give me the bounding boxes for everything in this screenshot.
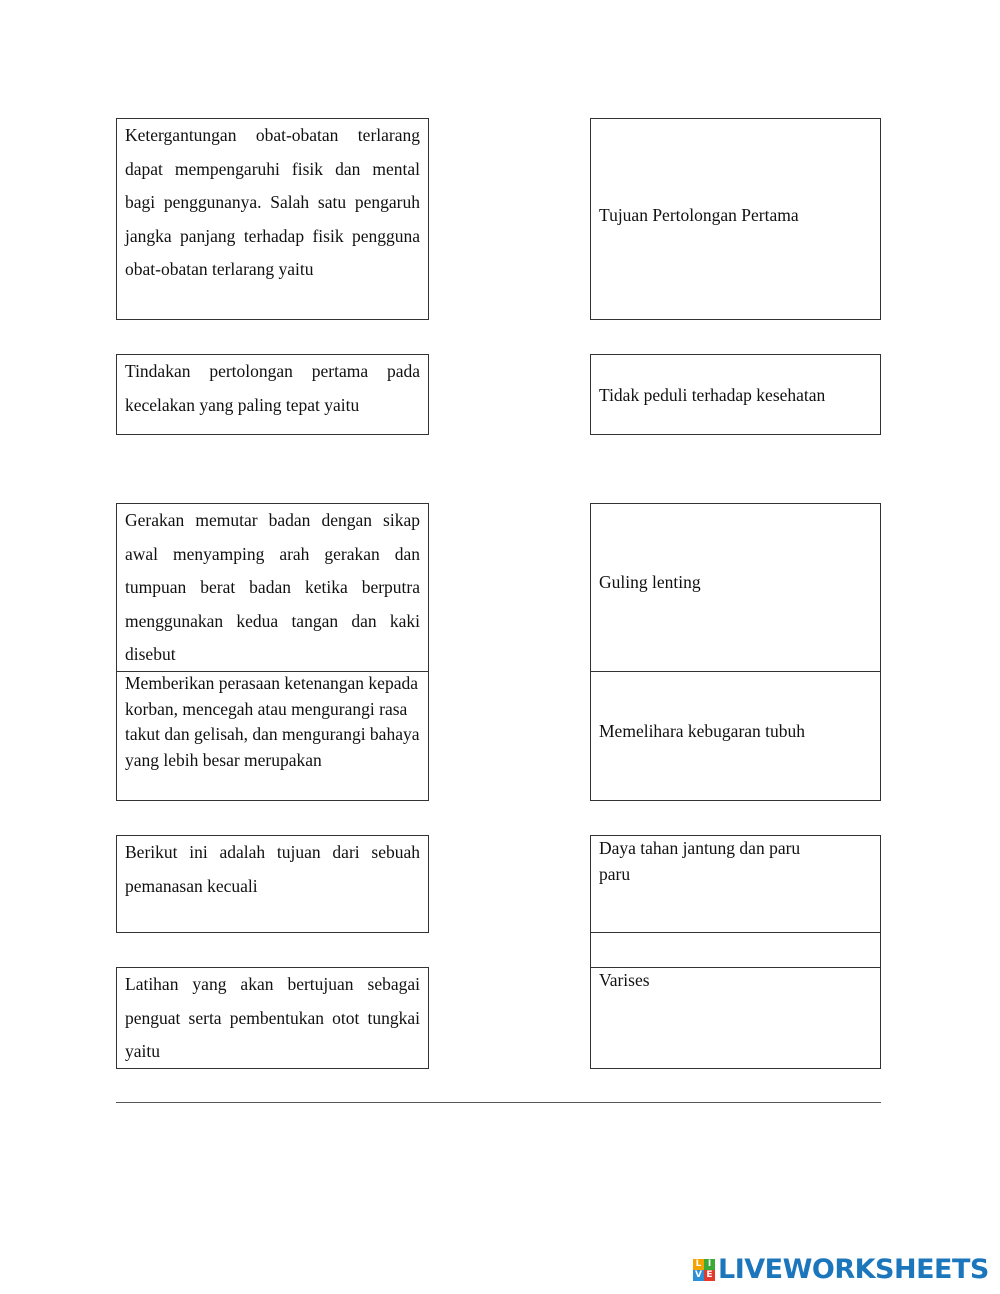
answer-text: Daya tahan jantung dan paru paru [599,838,801,884]
answer-box-3[interactable] [590,503,881,672]
question-box-2 [116,354,429,435]
question-text: Tindakan pertolongan pertama pada kecelakan yang paling tepat yaitu [125,361,420,415]
answer-box-1[interactable] [590,118,881,320]
answer-text: Tidak peduli terhadap kesehatan [599,385,826,405]
question-text: Berikut ini adalah tujuan dari sebuah pemanasan kecuali [125,842,420,896]
answer-text: Memelihara kebugaran tubuh [599,721,806,741]
liveworksheets-logo-text: LIVEWORKSHEETS [718,1254,989,1285]
liveworksheets-logo-icon: L I V E [693,1259,715,1281]
answer-text: Varises [599,970,650,990]
question-box-4 [116,671,429,801]
answer-box-4[interactable] [590,671,881,801]
question-box-1 [116,118,429,320]
answer-text: Tujuan Pertolongan Pertama [599,205,799,225]
question-text: Ketergantungan obat-obatan terlarang dapat mempengaruhi fisik dan mental bagi penggunanya. Salah satu pengaruh jangka panjang terhadap fisik pengguna obat-obatan terlarang yaitu [125,125,420,279]
box-connector [880,933,881,967]
question-text: Latihan yang akan bertujuan sebagai penguat serta pembentukan otot tungkai yaitu [125,974,420,1061]
liveworksheets-logo [693,1255,989,1285]
question-box-5 [116,835,429,933]
answer-text: Guling lenting [599,572,701,592]
question-text: Gerakan memutar badan dengan sikap awal menyamping arah gerakan dan tumpuan berat badan ketika berputra menggunakan kedua tangan dan kaki disebut [125,510,420,664]
answer-box-2[interactable] [590,354,881,435]
question-text: Memberikan perasaan ketenangan kepada korban, mencegah atau mengurangi rasa takut dan gelisah, dan mengurangi bahaya yang lebih besar merupakan [125,673,420,770]
question-box-3 [116,503,429,672]
question-box-6 [116,967,429,1069]
answer-box-5[interactable] [590,835,881,933]
answer-box-6[interactable] [590,967,881,1069]
box-connector [590,933,591,967]
bottom-rule [116,1102,881,1103]
